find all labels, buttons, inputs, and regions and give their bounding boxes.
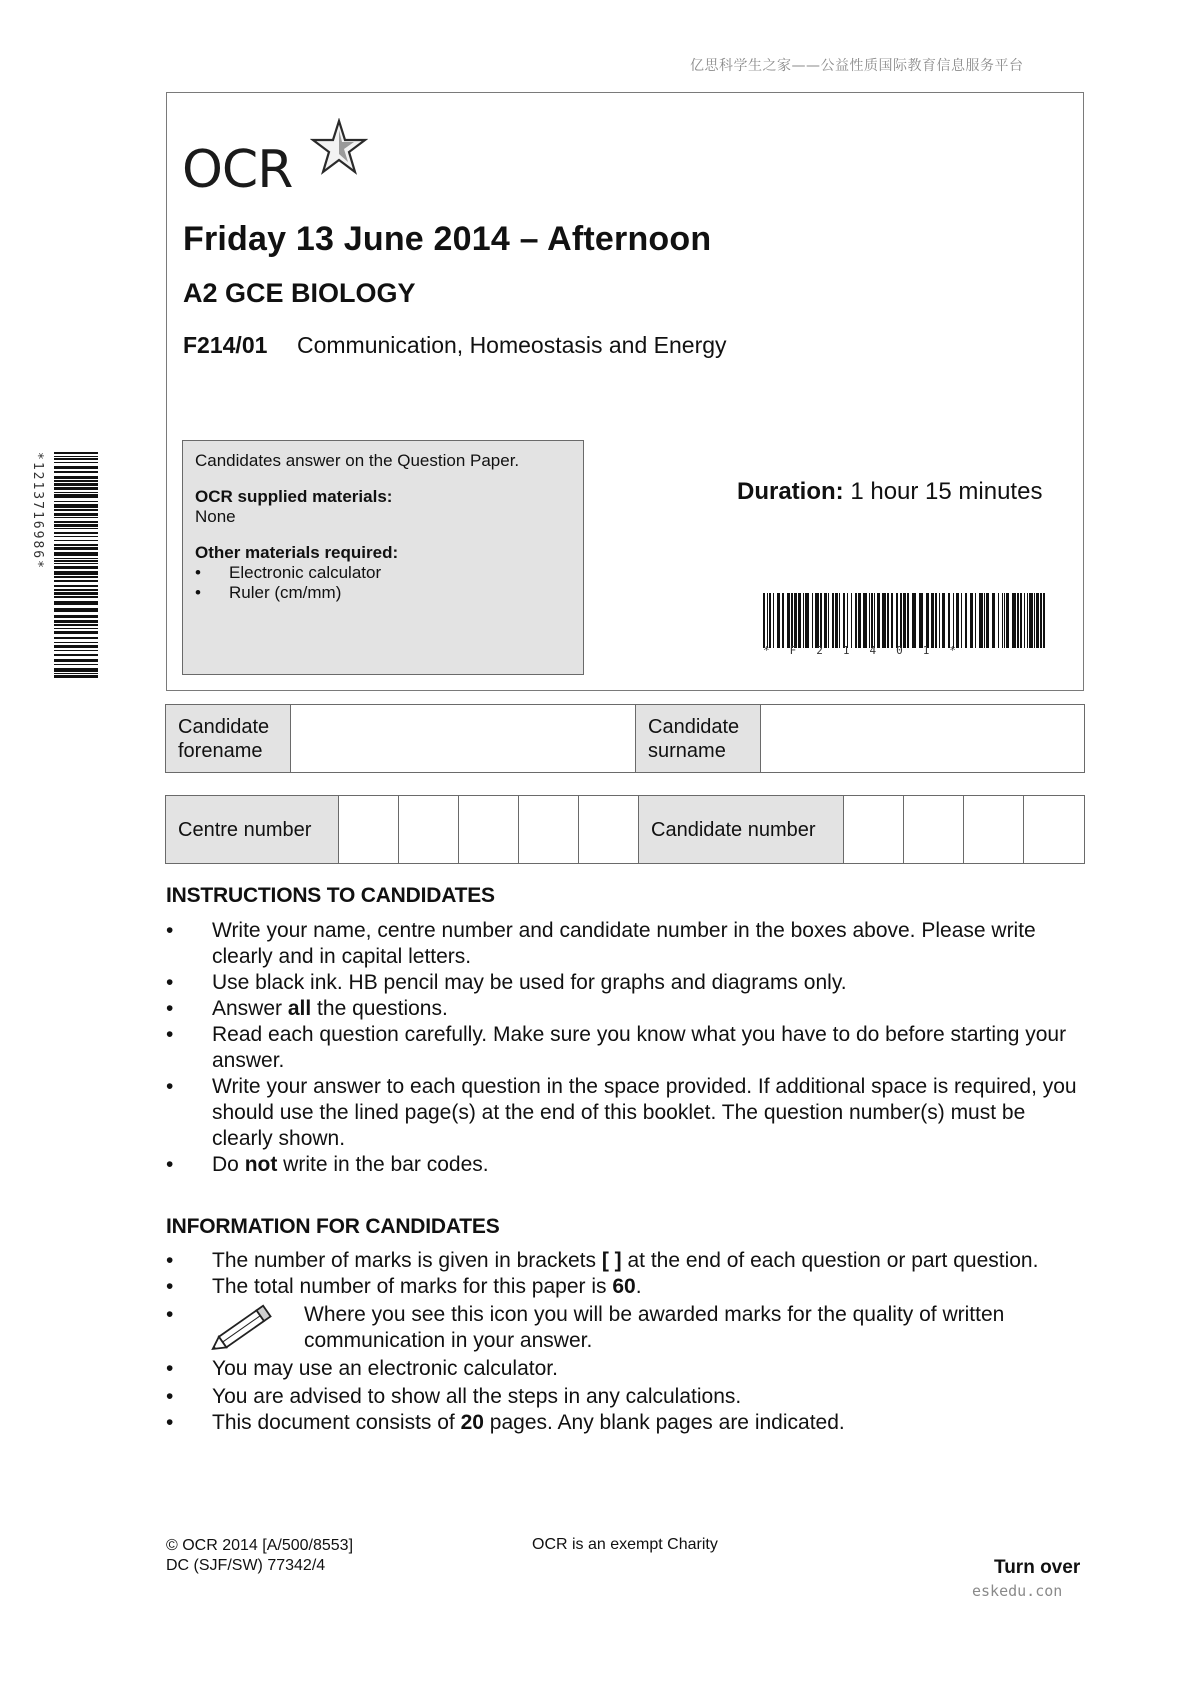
- exam-subject: A2 GCE BIOLOGY: [183, 278, 416, 308]
- charity-note: OCR is an exempt Charity: [532, 1536, 718, 1553]
- instructions-title: INSTRUCTIONS TO CANDIDATES: [166, 884, 495, 907]
- required-item: • Electronic calculator: [195, 563, 571, 583]
- logo-text: OCR: [182, 140, 293, 200]
- information-list: [166, 1248, 1086, 1436]
- forename-label: Candidate forename: [166, 705, 291, 773]
- paper-barcode-text: *F21401*: [763, 644, 976, 657]
- candidate-barcode-text: *1213716986*: [30, 452, 45, 570]
- candidate-number-digit-box[interactable]: [964, 796, 1024, 864]
- centre-number-digit-box[interactable]: [399, 796, 459, 864]
- star-logo-icon: [310, 118, 368, 176]
- information-item: • This document consists of 20 pages. Any blank pages are indicated.: [166, 1410, 1086, 1436]
- pencil-icon: [210, 1299, 280, 1355]
- surname-label: Candidate surname: [636, 705, 761, 773]
- copyright-text: © OCR 2014 [A/500/8553]: [166, 1537, 354, 1554]
- instruction-item: • Write your name, centre number and candidate number in the boxes above. Please write clearly and in capital letters.: [166, 918, 1086, 970]
- required-list: [195, 563, 571, 603]
- information-item: • You may use an electronic calculator.: [166, 1356, 1086, 1382]
- candidate-number-digit-box[interactable]: [904, 796, 964, 864]
- information-title: INFORMATION FOR CANDIDATES: [166, 1215, 500, 1238]
- instruction-item: • Answer all the questions.: [166, 996, 1086, 1022]
- candidate-name-table: [165, 704, 1085, 773]
- document-ref: DC (SJF/SW) 77342/4: [166, 1557, 326, 1574]
- centre-number-label: Centre number: [166, 796, 339, 864]
- ocr-logo: [182, 118, 382, 198]
- centre-number-digit-box[interactable]: [519, 796, 579, 864]
- candidate-barcode: [54, 452, 98, 680]
- unit-title: Communication, Homeostasis and Energy: [297, 332, 727, 358]
- information-item: • The total number of marks for this paper is 60.: [166, 1274, 1086, 1300]
- forename-field[interactable]: [291, 705, 636, 773]
- candidate-number-digit-box[interactable]: [844, 796, 904, 864]
- paper-barcode: [763, 593, 1045, 648]
- instruction-item: • Write your answer to each question in the space provided. If additional space is required, you should use the lined page(s) at the end of this booklet. The question number(s) must be clearly shown.: [166, 1074, 1086, 1152]
- supplied-value: None: [195, 507, 236, 526]
- duration-label: Duration:: [737, 478, 844, 505]
- duration: [737, 478, 1042, 506]
- candidate-number-table: [165, 795, 1085, 864]
- exam-date: Friday 13 June 2014 – Afternoon: [183, 220, 712, 258]
- required-item: • Ruler (cm/mm): [195, 583, 571, 603]
- supplied-heading: OCR supplied materials:: [195, 487, 393, 506]
- materials-box: [182, 440, 584, 675]
- answer-note: Candidates answer on the Question Paper.: [195, 451, 520, 470]
- candidate-number-label: Candidate number: [639, 796, 844, 864]
- centre-number-digit-box[interactable]: [459, 796, 519, 864]
- watermark-bottom: eskedu.con: [972, 1582, 1063, 1600]
- required-heading: Other materials required:: [195, 543, 399, 562]
- information-item: • The number of marks is given in brackets [ ] at the end of each question or part question.: [166, 1248, 1086, 1274]
- unit-code: F214/01: [183, 332, 268, 358]
- turn-over: Turn over: [994, 1557, 1081, 1578]
- instructions-list: [166, 918, 1086, 1178]
- instruction-item: • Use black ink. HB pencil may be used for graphs and diagrams only.: [166, 970, 1086, 996]
- footer-copyright: [166, 1536, 353, 1576]
- information-item: • Where you see this icon you will be awarded marks for the quality of written communication in your answer.: [166, 1302, 1086, 1354]
- instruction-item: • Read each question carefully. Make sure you know what you have to do before starting your answer.: [166, 1022, 1086, 1074]
- information-item: • You are advised to show all the steps in any calculations.: [166, 1384, 1086, 1410]
- centre-number-digit-box[interactable]: [579, 796, 639, 864]
- watermark-top: 亿思科学生之家——公益性质国际教育信息服务平台: [690, 58, 1024, 74]
- duration-value: 1 hour 15 minutes: [850, 478, 1043, 505]
- centre-number-digit-box[interactable]: [339, 796, 399, 864]
- instruction-item: • Do not write in the bar codes.: [166, 1152, 1086, 1178]
- candidate-number-digit-box[interactable]: [1024, 796, 1085, 864]
- surname-field[interactable]: [761, 705, 1085, 773]
